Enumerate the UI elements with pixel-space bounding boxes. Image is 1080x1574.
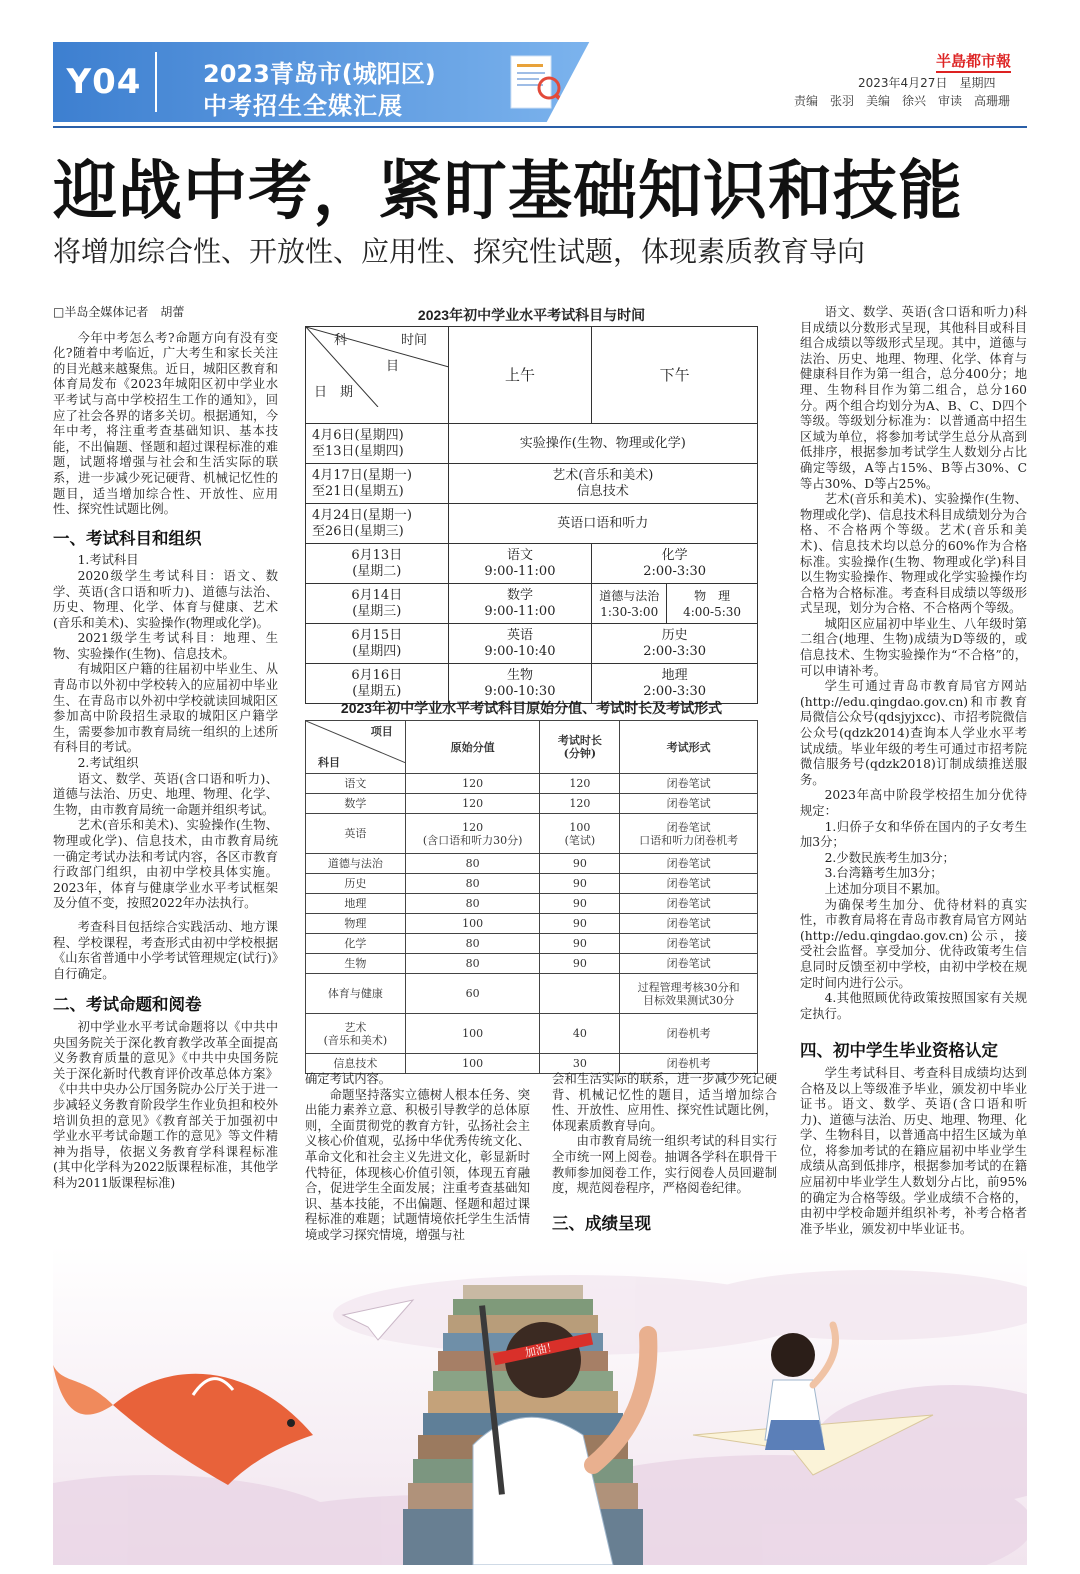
section-1-subtitle-1: 1.考试科目 xyxy=(77,553,139,568)
date-cell: 4月17日(星期一) 至21日(星期五) xyxy=(306,464,449,504)
date-cell: 6月13日 (星期二) xyxy=(306,544,449,584)
section-3-title: 三、成绩呈现 xyxy=(552,1214,651,1233)
date-cell: 4月24日(星期一) 至26日(星期三) xyxy=(306,504,449,544)
table-row xyxy=(306,814,758,854)
exam-score-table xyxy=(305,720,758,1074)
subject-cell: 物理 xyxy=(306,914,406,934)
form-cell: 闭卷笔试 xyxy=(620,774,758,794)
schedule-cell: 化学 2:00-3:30 xyxy=(592,544,758,584)
subject-cell: 信息技术 xyxy=(306,1054,406,1074)
subject-cell: 地理 xyxy=(306,894,406,914)
schedule-cell: 语文 9:00-11:00 xyxy=(448,544,592,584)
table2-header-corner xyxy=(306,721,406,774)
section-1-title: 一、考试科目和组织 xyxy=(53,529,202,548)
byline: □半岛全媒体记者 胡蕾 xyxy=(53,305,185,319)
score-cell: 80 xyxy=(405,894,540,914)
schedule-cell: 实验操作(生物、物理或化学) xyxy=(448,424,757,464)
paragraph: 语文、数学、英语(含口语和听力)、道德与法治、历史、地理、物理、化学、生物，由市教育局统一命题并组织考试。 xyxy=(53,771,278,817)
table-row xyxy=(306,874,758,894)
table-row xyxy=(306,954,758,974)
paragraph: 2023年高中阶段学校招生加分优待规定： xyxy=(800,788,1027,818)
time-cell: 30 xyxy=(540,1054,620,1074)
table-row xyxy=(306,1054,758,1074)
form-cell: 闭卷笔试 口语和听力闭卷机考 xyxy=(620,814,758,854)
time-cell: 90 xyxy=(540,934,620,954)
header-afternoon: 下午 xyxy=(592,327,758,424)
column-2 xyxy=(305,1072,530,1244)
paragraph: 学生考试科目、考查科目成绩均达到合格及以上等级准予毕业，颁发初中毕业证书。语文、数学、英语(含口语和听力)、道德与法治、历史、地理、物理、化学、生物科目，以普通高中招生区域为单位，将参加考试的在籍应届初中毕业学生成绩从高到低排序，根据参加考试的在籍应届初中毕业学生人数划分占比，前95%的确定为合格等级。学业成绩不合格的，由初中学校命题并组织补考，补考合格者准予毕业，颁发初中毕业证书。 xyxy=(800,1065,1027,1236)
subject-cell: 历史 xyxy=(306,874,406,894)
form-cell: 闭卷笔试 xyxy=(620,794,758,814)
column-4 xyxy=(800,305,1027,1237)
score-cell: 80 xyxy=(405,934,540,954)
headband-text: 加油！ xyxy=(523,1340,559,1360)
paragraph: 由市教育局统一组织考试的科目实行全市统一网上阅卷。抽调各学科在职骨干教师参加阅卷工作，实行阅卷人员回避制度，规范阅卷程序，严格阅卷纪律。 xyxy=(552,1134,777,1196)
paragraph: 语文、数学、英语(含口语和听力)科目成绩以分数形式呈现，其他科目或科目组合成绩以等级形式呈现。其中，道德与法治、历史、地理、物理、化学、体育与健康科目作为第一组合，总分400分；地理、生物科目作为第二组合，总分160分。两个组合均划分为A、B、C、D四个等级。等级划分标准为：以普通高中招生区域为单位，将参加考试学生总分从高到低排序，根据参加考试学生人数划分占比确定等级，A等占15%、B等占30%、C等占30%、D等占25%。 xyxy=(800,305,1027,491)
table-1-title: 2023年初中学业水平考试科目与时间 xyxy=(417,307,646,323)
score-cell: 120 xyxy=(405,794,540,814)
paragraph: 为确保考生加分、优待材料的真实性，市教育局将在青岛市教育局官方网站(http://edu.qingdao.gov.cn)公示，接受社会监督。享受加分、优待政策考生信息同时反馈至初中学校，由初中学校在规定时间内进行公示。 xyxy=(800,897,1027,990)
paragraph: 2020级学生考试科目：语文、数学、英语(含口语和听力)、道德与法治、历史、物理、化学、体育与健康、艺术(音乐和美术)、实验操作(物理或化学)。 xyxy=(53,568,278,630)
schedule-cell: 数学 9:00-11:00 xyxy=(448,584,592,624)
time-cell: 120 xyxy=(540,794,620,814)
form-cell: 过程管理考核30分和 目标效果测试30分 xyxy=(620,974,758,1014)
form-cell: 闭卷笔试 xyxy=(620,874,758,894)
table-header-corner xyxy=(306,327,449,424)
time-cell: 90 xyxy=(540,954,620,974)
header-form: 考试形式 xyxy=(620,721,758,774)
sub-headline: 将增加综合性、开放性、应用性、探究性试题，体现素质教育导向 xyxy=(53,235,866,268)
table-row xyxy=(306,1014,758,1054)
paragraph: 艺术(音乐和美术)、实验操作(生物、物理或化学)、信息技术科目成绩划分为合格、不合格两个等级。艺术(音乐和美术)、信息技术均以总分的60%作为合格标准。实验操作(生物、物理或化学)科目以生物实验操作、物理或化学实验操作均合格为合格标准。考查科目成绩以等级形式呈现，划分为合格、不合格两个等级。 xyxy=(800,492,1027,616)
header-rule xyxy=(53,126,1027,128)
section-2-title: 二、考试命题和阅卷 xyxy=(53,996,202,1015)
paragraph: 2021级学生考试科目：地理、生物、实验操作(生物)、信息技术。 xyxy=(53,631,278,661)
subject-cell: 化学 xyxy=(306,934,406,954)
paragraph: 会和生活实际的联系，进一步减少死记硬背、机械记忆性的题目，适当增加综合性、开放性、应用性、探究性试题比例，体现素质教育导向。 xyxy=(552,1072,777,1133)
table-row xyxy=(306,854,758,874)
headline: 迎战中考，紧盯基础知识和技能 xyxy=(53,155,963,229)
list-item: 3.台湾籍考生加3分； xyxy=(824,866,943,881)
time-cell: 100 (笔试) xyxy=(540,814,620,854)
banner-title-line1: 2023青岛市(城阳区) xyxy=(203,60,436,88)
score-cell: 60 xyxy=(405,974,540,1014)
form-cell: 闭卷机考 xyxy=(620,1014,758,1054)
section-1-subtitle-2: 2.考试组织 xyxy=(77,756,139,771)
time-cell: 40 xyxy=(540,1014,620,1054)
subject-cell: 艺术 (音乐和美术) xyxy=(306,1014,406,1054)
header-time: 时间 xyxy=(401,333,428,348)
score-cell: 100 xyxy=(405,914,540,934)
editor-credits: 责编 张羽 美编 徐兴 审读 高珊珊 xyxy=(794,94,1011,108)
list-item: 4.其他照顾优待政策按照国家有关规定执行。 xyxy=(800,991,1027,1021)
paragraph: 城阳区应届初中毕业生、八年级时第二组合(地理、生物)成绩为D等级的，或信息技术、生物实验操作为“不合格”的，可以申请补考。 xyxy=(800,616,1027,678)
paragraph: 命题坚持落实立德树人根本任务、突出能力素养立意、积极引导教学的总体原则，全面贯彻党的教育方针，弘扬社会主义核心价值观，弘扬中华优秀传统文化、革命文化和社会主义先进文化，彰显新时代特征，体现核心价值引领，体现五育融合，促进学生全面发展；注重考查基础知识、基本技能，不出偏题、怪题和超过课程标准的难题；试题情境依托学生生活情境或学习探究情境，增强与社 xyxy=(305,1087,530,1242)
paragraph: 有城阳区户籍的往届初中毕业生、从青岛市以外初中学校转入的应届初中毕业生、在青岛市以外初中学校就读回城阳区参加高中阶段招生录取的城阳区户籍学生，需要参加市教育局统一组织的上述所有科目的考试。 xyxy=(53,662,278,755)
time-cell xyxy=(540,974,620,1014)
subject-cell: 生物 xyxy=(306,954,406,974)
table-row xyxy=(306,794,758,814)
document-magnifier-icon xyxy=(493,48,573,116)
paragraph: 艺术(音乐和美术)、实验操作(生物、物理或化学)、信息技术，由市教育局统一确定考试办法和考试内容，各区市教育行政部门组织，由初中学校具体实施。2023年，体育与健康学业水平考试框架及分值不变，按照2022年办法执行。 xyxy=(53,818,278,911)
subject-cell: 英语 xyxy=(306,814,406,854)
paragraph: 考查科目包括综合实践活动、地方课程、学校课程，考查形式由初中学校根据《山东省普通中小学考试管理规定(试行)》自行确定。 xyxy=(53,919,278,981)
table-row xyxy=(306,774,758,794)
subject-cell: 数学 xyxy=(306,794,406,814)
header-date: 日 期 xyxy=(314,385,354,400)
date-cell: 4月6日(星期四) 至13日(星期四) xyxy=(306,424,449,464)
time-cell: 90 xyxy=(540,914,620,934)
table-row xyxy=(306,974,758,1014)
page-number: Y04 xyxy=(66,62,142,102)
form-cell: 闭卷笔试 xyxy=(620,854,758,874)
score-cell: 80 xyxy=(405,874,540,894)
header-item: 项目 xyxy=(370,725,393,738)
exam-illustration xyxy=(53,1245,1027,1565)
time-cell: 90 xyxy=(540,854,620,874)
score-cell: 120 xyxy=(405,774,540,794)
paragraph: 学生可通过青岛市教育局官方网站(http://edu.qingdao.gov.cn)和市教育局微信公众号(qdsjyjxcc)、市招考院微信公众号(qdzk2014)查询本人学业水平考试成绩。毕业年级的考生可通过市招考院微信服务号(qdzk2018)订制成绩推送服务。 xyxy=(800,679,1027,787)
header-subject: 科目 xyxy=(318,756,340,769)
schedule-cell: 英语 9:00-10:40 xyxy=(448,624,592,664)
exam-schedule-table xyxy=(305,326,758,704)
subject-cell: 语文 xyxy=(306,774,406,794)
list-item: 1.归侨子女和华侨在国内的子女考生加3分； xyxy=(800,819,1027,850)
column-1 xyxy=(53,305,278,1191)
list-item: 上述加分项目不累加。 xyxy=(824,881,948,896)
form-cell: 闭卷机考 xyxy=(620,1054,758,1074)
time-cell: 90 xyxy=(540,874,620,894)
subject-cell: 体育与健康 xyxy=(306,974,406,1014)
date-cell: 6月14日 (星期三) xyxy=(306,584,449,624)
form-cell: 闭卷笔试 xyxy=(620,934,758,954)
schedule-cell: 艺术(音乐和美术) 信息技术 xyxy=(448,464,757,504)
form-cell: 闭卷笔试 xyxy=(620,914,758,934)
header-score: 原始分值 xyxy=(405,721,540,774)
table-2-title: 2023年初中学业水平考试科目原始分值、考试时长及考试形式 xyxy=(340,700,723,716)
score-cell: 80 xyxy=(405,954,540,974)
header-mu: 目 xyxy=(386,359,400,374)
paragraph: 初中学业水平考试命题将以《中共中央国务院关于深化教育教学改革全面提高义务教育质量的意见》《中共中央国务院关于深化新时代教育评价改革总体方案》《中共中央办公厅国务院办公厅关于进一步减轻义务教育阶段学生作业负担和校外培训负担的意见》《教育部关于加强初中学业水平考试命题工作的意见》等文件精神为指导，依据义务教育学科课程标准(其中化学科为2022版课程标准，其他学科为2011版课程标准) xyxy=(53,1019,278,1190)
list-item: 2.少数民族考生加3分； xyxy=(824,850,955,865)
date-cell: 6月16日 (星期五) xyxy=(306,664,449,704)
banner-divider xyxy=(155,52,157,112)
form-cell: 闭卷笔试 xyxy=(620,954,758,974)
intro-paragraph: 今年中考怎么考?命题方向有没有变化?随着中考临近，广大考生和家长关注的目光越来越聚焦。近日，城阳区教育和体育局发布《2023年城阳区初中学业水平考试与高中学校招生工作的通知》，回应了社会各界的诸多关切。根据通知，今年中考，将注重考查基础知识、基本技能，不出偏题、怪题和超过课程标准的难题，试题将增强与社会和生活实际的联系，进一步减少死记硬背、机械记忆性的题目，适当增加综合性、开放性、应用性、探究性试题比例。 xyxy=(53,330,278,517)
schedule-cell: 物 理 4:00-5:30 xyxy=(667,584,758,624)
section-banner xyxy=(53,42,618,122)
table-row xyxy=(306,894,758,914)
section-4-title: 四、初中学生毕业资格认定 xyxy=(800,1042,998,1061)
date-cell: 6月15日 (星期四) xyxy=(306,624,449,664)
time-cell: 120 xyxy=(540,774,620,794)
header-ke: 科 xyxy=(334,333,348,348)
table-row xyxy=(306,914,758,934)
table-row xyxy=(306,934,758,954)
score-cell: 120 (含口语和听力30分) xyxy=(405,814,540,854)
publish-date: 2023年4月27日 星期四 xyxy=(858,76,996,90)
schedule-cell: 英语口语和听力 xyxy=(448,504,757,544)
newspaper-logo: 半島都市報 xyxy=(936,50,1011,73)
score-cell: 80 xyxy=(405,854,540,874)
paragraph: 确定考试内容。 xyxy=(305,1072,392,1086)
schedule-cell: 历史 2:00-3:30 xyxy=(592,624,758,664)
subject-cell: 道德与法治 xyxy=(306,854,406,874)
score-cell: 100 xyxy=(405,1054,540,1074)
schedule-cell: 地理 2:00-3:30 xyxy=(592,664,758,704)
header-duration: 考试时长 (分钟) xyxy=(540,721,620,774)
time-cell: 90 xyxy=(540,894,620,914)
column-3 xyxy=(552,1072,777,1238)
form-cell: 闭卷笔试 xyxy=(620,894,758,914)
score-cell: 100 xyxy=(405,1014,540,1054)
header-morning: 上午 xyxy=(448,327,592,424)
banner-title-line2: 中考招生全媒汇展 xyxy=(203,92,403,120)
schedule-cell: 生物 9:00-10:30 xyxy=(448,664,592,704)
schedule-cell: 道德与法治 1:30-3:00 xyxy=(592,584,667,624)
